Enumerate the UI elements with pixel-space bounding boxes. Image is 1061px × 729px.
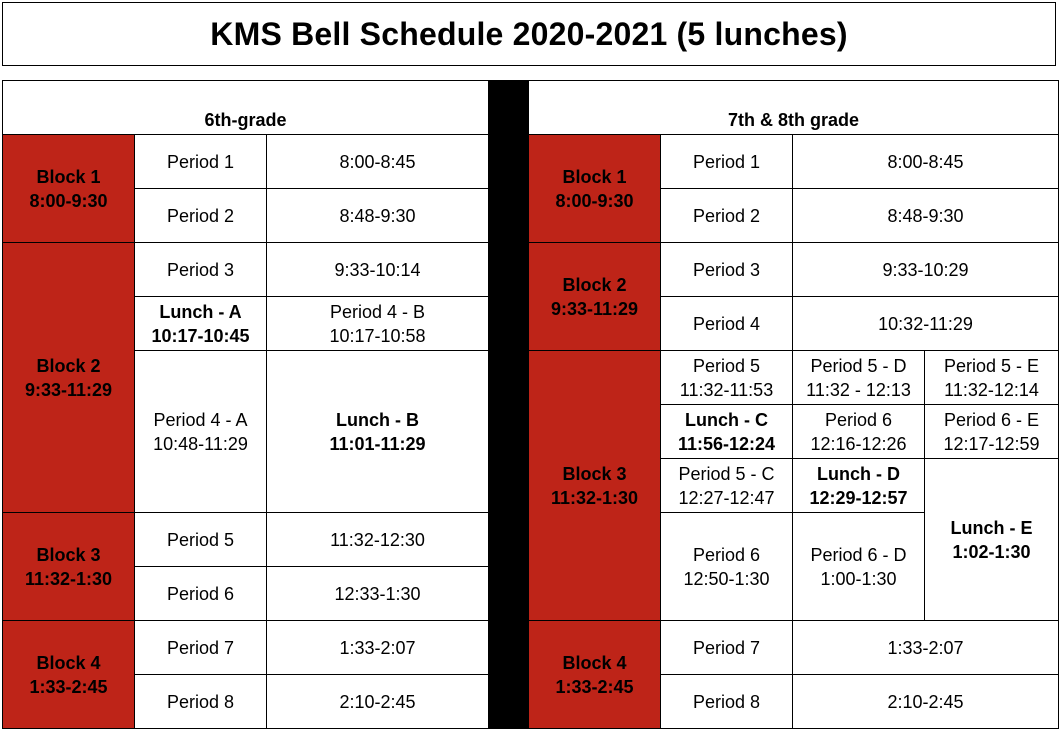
block-time: 8:00-9:30 <box>555 190 634 211</box>
period-label: Period 6 <box>692 544 761 565</box>
bell-schedule-table <box>2 80 1059 729</box>
upper-period-7-time: 1:33-2:07 <box>793 621 1059 675</box>
sixth-block-4 <box>3 621 135 729</box>
block-name: Block 3 <box>562 463 627 484</box>
block-name: Block 1 <box>36 166 101 187</box>
block-time: 9:33-11:29 <box>550 298 639 319</box>
period-label: Period 4 - A <box>153 409 248 430</box>
upper-block-3 <box>529 351 661 621</box>
upper-block-2 <box>529 243 661 351</box>
upper-lunch-c <box>661 405 793 459</box>
page-title: KMS Bell Schedule 2020-2021 (5 lunches) <box>210 15 848 52</box>
sixth-lunch-b <box>267 351 489 513</box>
sixth-block-1 <box>3 135 135 243</box>
sixth-period-2: Period 2 <box>135 189 267 243</box>
upper-period-5d <box>793 351 925 405</box>
block-time: 9:33-11:29 <box>24 379 113 400</box>
sixth-block-2 <box>3 243 135 513</box>
block-name: Block 4 <box>562 652 627 673</box>
period-time: 12:17-12:59 <box>943 433 1040 454</box>
upper-period-6d <box>793 513 925 621</box>
lunch-label: Lunch - E <box>950 517 1033 538</box>
upper-period-4: Period 4 <box>661 297 793 351</box>
sixth-period-8-time: 2:10-2:45 <box>267 675 489 729</box>
upper-block-1 <box>529 135 661 243</box>
lunch-label: Lunch - C <box>685 409 769 430</box>
period-label: Period 5 - C <box>678 463 775 484</box>
sixth-period-8: Period 8 <box>135 675 267 729</box>
lunch-time: 11:01-11:29 <box>329 433 426 454</box>
upper-grade-header: 7th & 8th grade <box>529 81 1059 135</box>
block-name: Block 3 <box>36 544 101 565</box>
sixth-period-6-time: 12:33-1:30 <box>267 567 489 621</box>
period-time: 12:16-12:26 <box>810 433 907 454</box>
block-time: 8:00-9:30 <box>29 190 108 211</box>
lunch-time: 1:02-1:30 <box>952 541 1031 562</box>
upper-period-5 <box>661 351 793 405</box>
period-time: 10:17-10:58 <box>329 325 426 346</box>
sixth-period-1: Period 1 <box>135 135 267 189</box>
sixth-block-3 <box>3 513 135 621</box>
upper-period-3-time: 9:33-10:29 <box>793 243 1059 297</box>
title-box <box>2 2 1056 66</box>
sixth-period-3: Period 3 <box>135 243 267 297</box>
upper-lunch-d <box>793 459 925 513</box>
block-name: Block 1 <box>562 166 627 187</box>
block-name: Block 2 <box>36 355 101 376</box>
sixth-period-3-time: 9:33-10:14 <box>267 243 489 297</box>
block-name: Block 2 <box>562 274 627 295</box>
period-time: 11:32-11:53 <box>679 379 774 400</box>
period-time: 12:50-1:30 <box>683 568 770 589</box>
lunch-time: 12:29-12:57 <box>809 487 908 508</box>
lunch-label: Lunch - D <box>817 463 901 484</box>
upper-period-6-mid <box>793 405 925 459</box>
sixth-lunch-a <box>135 297 267 351</box>
upper-period-6e <box>925 405 1059 459</box>
upper-period-8: Period 8 <box>661 675 793 729</box>
block-time: 1:33-2:45 <box>555 676 634 697</box>
upper-period-4-time: 10:32-11:29 <box>793 297 1059 351</box>
sixth-period-5: Period 5 <box>135 513 267 567</box>
upper-period-2: Period 2 <box>661 189 793 243</box>
sixth-period-7-time: 1:33-2:07 <box>267 621 489 675</box>
sixth-grade-header: 6th-grade <box>3 81 489 135</box>
lunch-label: Lunch - B <box>336 409 419 430</box>
sixth-period-4a <box>135 351 267 513</box>
upper-block-4 <box>529 621 661 729</box>
block-time: 11:32-1:30 <box>550 487 639 508</box>
period-time: 11:32 - 12:13 <box>806 379 911 400</box>
lunch-time: 10:17-10:45 <box>151 325 250 346</box>
upper-lunch-e <box>925 459 1059 621</box>
upper-period-2-time: 8:48-9:30 <box>793 189 1059 243</box>
upper-period-5c <box>661 459 793 513</box>
block-name: Block 4 <box>36 652 101 673</box>
block-time: 11:32-1:30 <box>24 568 113 589</box>
upper-period-6 <box>661 513 793 621</box>
upper-period-5e <box>925 351 1059 405</box>
upper-period-8-time: 2:10-2:45 <box>793 675 1059 729</box>
period-time: 1:00-1:30 <box>820 568 897 589</box>
sixth-period-1-time: 8:00-8:45 <box>267 135 489 189</box>
upper-period-3: Period 3 <box>661 243 793 297</box>
lunch-label: Lunch - A <box>159 301 242 322</box>
lunch-time: 11:56-12:24 <box>677 433 776 454</box>
period-label: Period 5 <box>692 355 761 376</box>
period-time: 12:27-12:47 <box>678 487 775 508</box>
column-divider <box>489 81 529 729</box>
upper-period-1: Period 1 <box>661 135 793 189</box>
sixth-period-2-time: 8:48-9:30 <box>267 189 489 243</box>
period-label: Period 6 <box>824 409 893 430</box>
period-label: Period 4 - B <box>329 301 426 322</box>
sixth-period-5-time: 11:32-12:30 <box>267 513 489 567</box>
upper-period-7: Period 7 <box>661 621 793 675</box>
period-time: 10:48-11:29 <box>153 433 248 454</box>
period-label: Period 5 - D <box>810 355 907 376</box>
period-label: Period 6 - E <box>944 409 1040 430</box>
sixth-period-4b <box>267 297 489 351</box>
sixth-period-7: Period 7 <box>135 621 267 675</box>
upper-period-1-time: 8:00-8:45 <box>793 135 1059 189</box>
sixth-period-6: Period 6 <box>135 567 267 621</box>
period-label: Period 6 - D <box>810 544 907 565</box>
block-time: 1:33-2:45 <box>29 676 108 697</box>
period-label: Period 5 - E <box>944 355 1040 376</box>
period-time: 11:32-12:14 <box>944 379 1039 400</box>
